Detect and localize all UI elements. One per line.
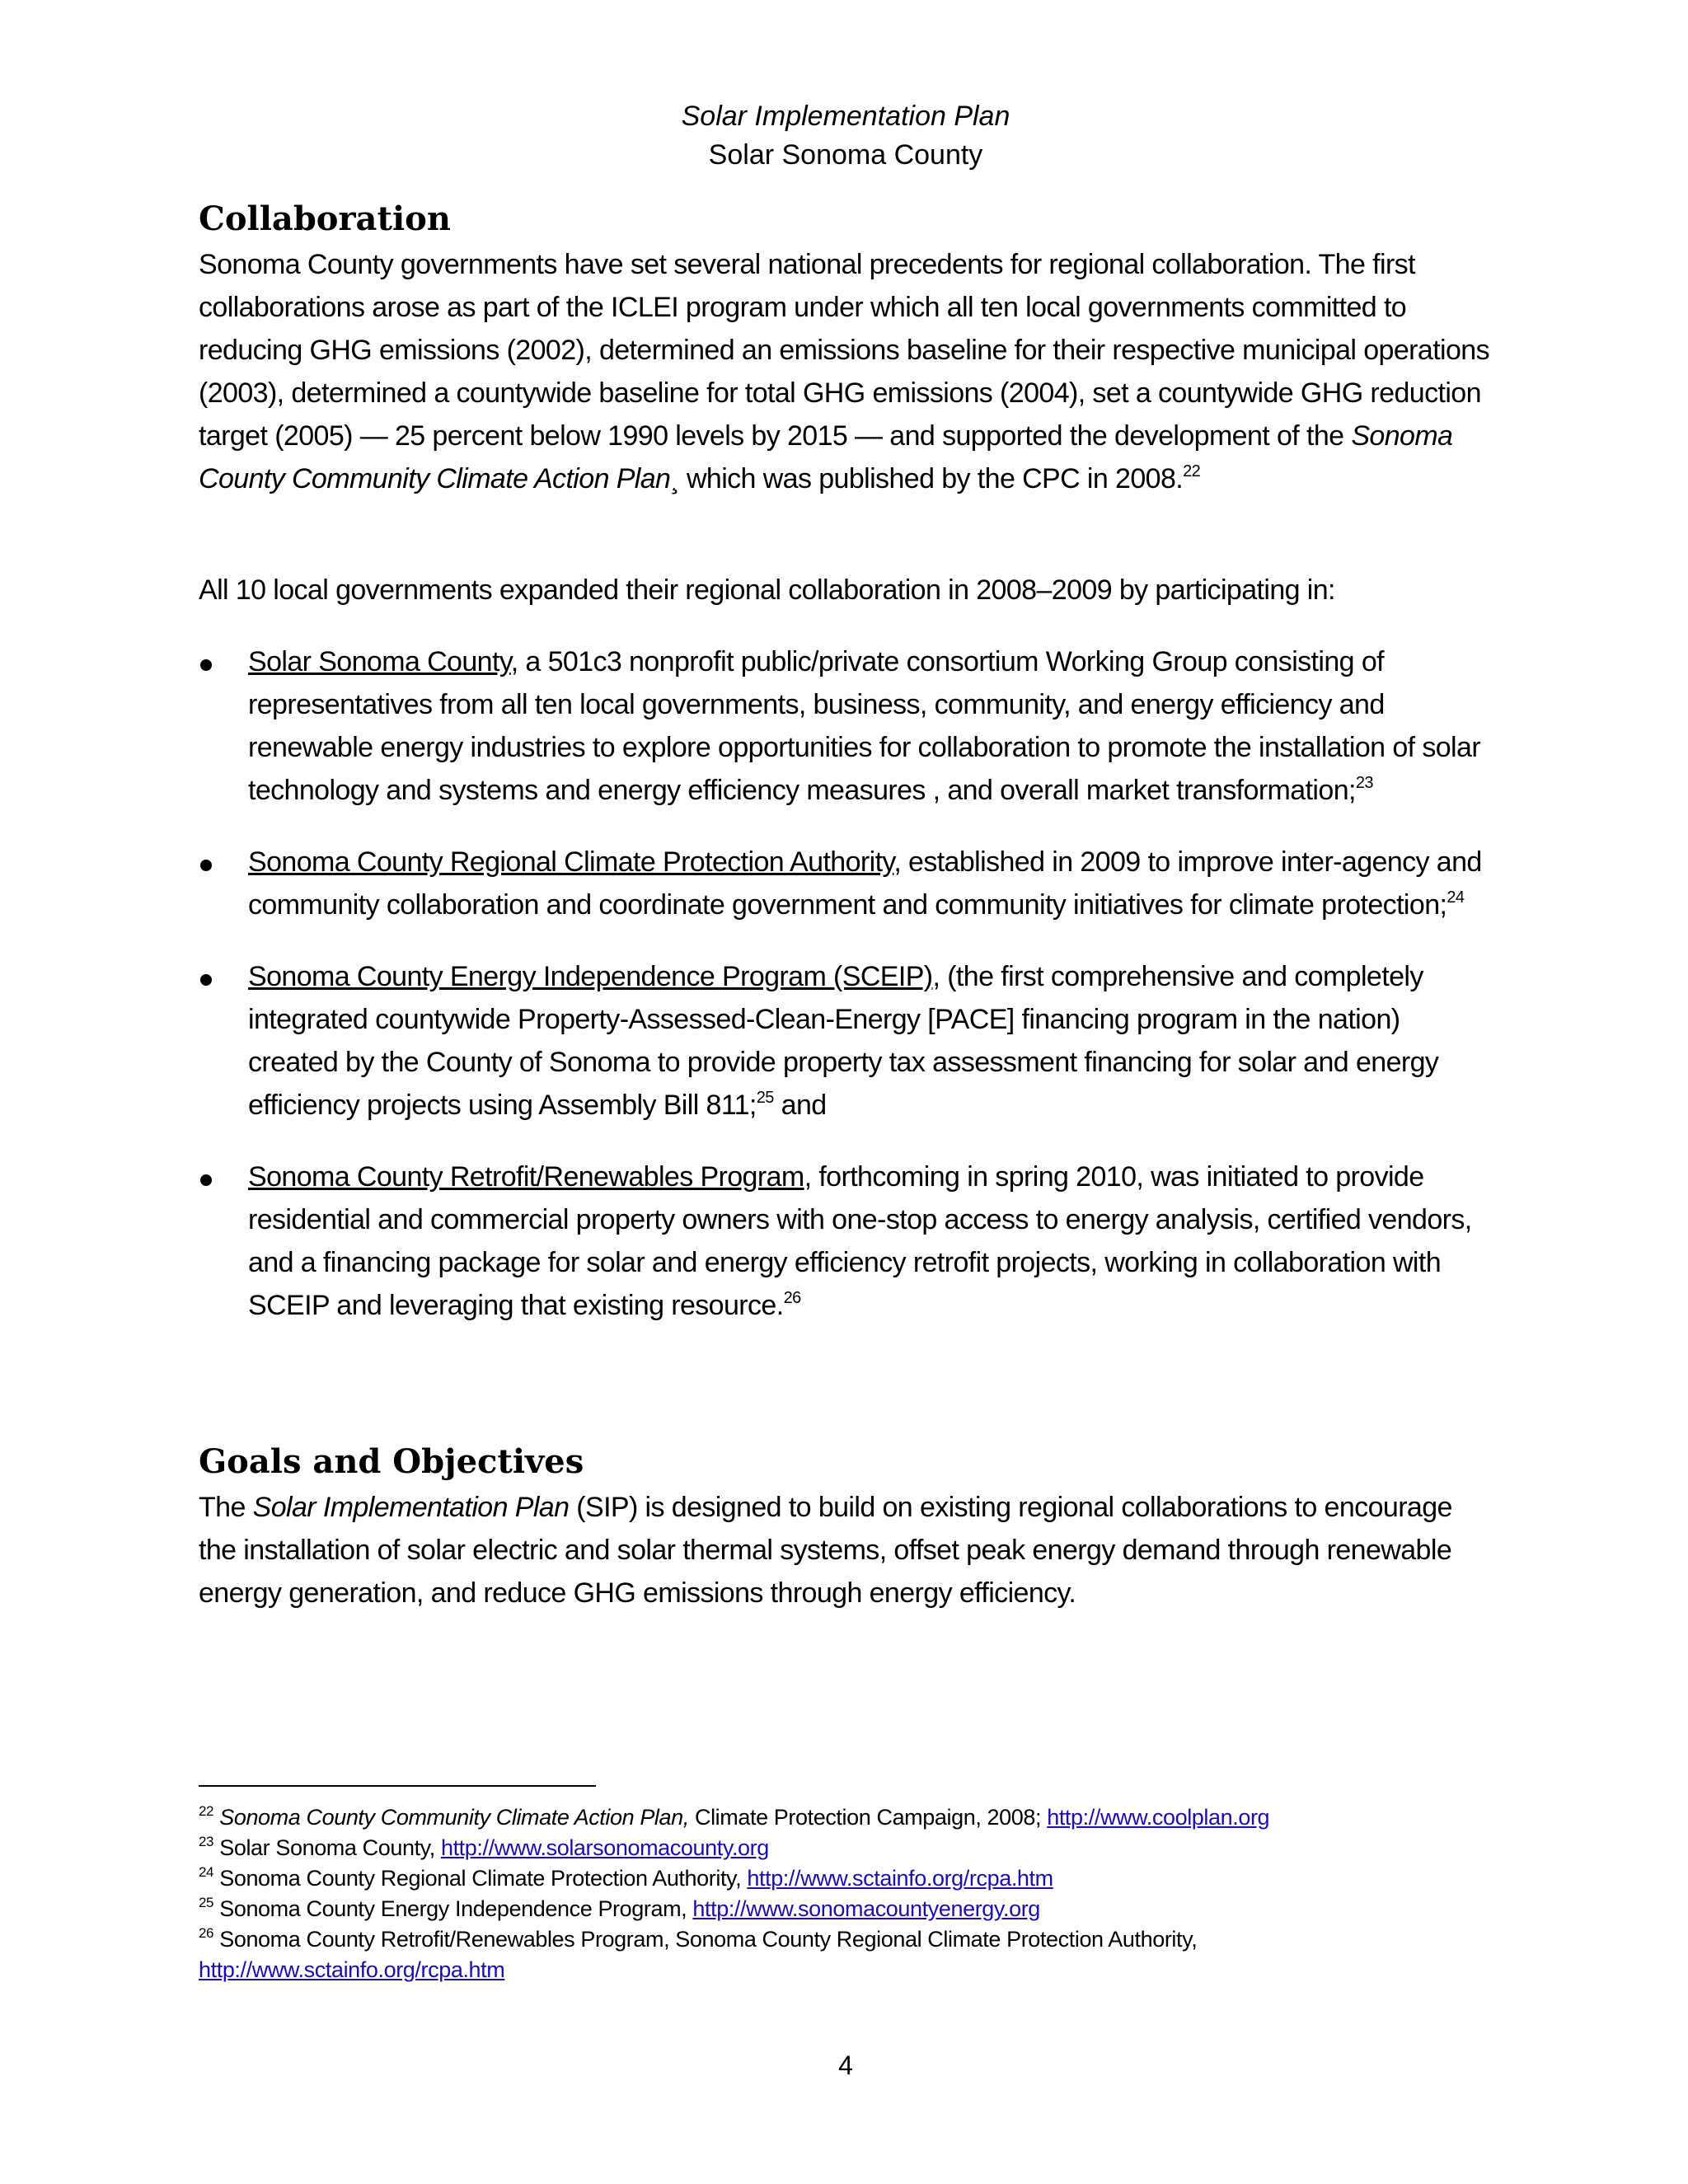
footnote-ref[interactable]: 23: [1355, 773, 1373, 792]
bullet-icon: [200, 659, 212, 671]
footnote-text: Sonoma County Regional Climate Protection Authority,: [219, 1866, 748, 1891]
plan-title-italic: Solar Implementation Plan: [252, 1492, 570, 1523]
document-page: [199, 0, 1493, 2184]
bullet-icon: [200, 860, 212, 871]
footnote-ref[interactable]: 24: [1447, 888, 1465, 907]
header-subtitle: Solar Sonoma County: [708, 139, 983, 171]
list-item: [199, 955, 1493, 1127]
footnote-number: 22: [199, 1803, 214, 1819]
footnote-number: 25: [199, 1895, 214, 1910]
footnote-italic: Sonoma County Community Climate Action Plan,: [219, 1805, 689, 1830]
page-number: 4: [838, 2050, 853, 2080]
footnote-ref[interactable]: 25: [756, 1088, 774, 1107]
footnote-link[interactable]: http://www.sctainfo.org/rcpa.htm: [747, 1866, 1053, 1891]
footnote-link[interactable]: http://www.coolplan.org: [1047, 1805, 1270, 1830]
footnote-link[interactable]: http://www.sctainfo.org/rcpa.htm: [199, 1957, 505, 1982]
list-item-text: , forthcoming in spring 2010, was initiated to provide residential and commercial property owners with one-stop access to energy analysis, certified vendors, and a financing package for solar and energy efficiency retrofit projects, working in collaboration with SCEIP and leveraging that existing resource.: [248, 1161, 1472, 1321]
list-item: [199, 1155, 1493, 1327]
footnote-ref[interactable]: 22: [1183, 462, 1201, 480]
footnote-text: Climate Protection Campaign, 2008;: [688, 1805, 1048, 1830]
list-item: [199, 841, 1493, 926]
bullet-icon: [200, 974, 212, 986]
footnote-number: 24: [199, 1864, 214, 1880]
footnote-link[interactable]: http://www.solarsonomacounty.org: [440, 1835, 769, 1860]
list-item-tail: and: [773, 1090, 827, 1121]
footnote: [199, 1863, 1493, 1894]
footnote: [199, 1833, 1493, 1863]
running-header: [199, 97, 1493, 175]
footnote-number: 23: [199, 1834, 214, 1849]
goals-paragraph: [199, 1486, 1493, 1615]
paragraph-text: Sonoma County governments have set several national precedents for regional collaboration. The first collaborations arose as part of the ICLEI program under which all ten local governments committed to reducing GHG emissions (2002), determined an emissions baseline for their respective municipal operations (2003), determined a countywide baseline for total GHG emissions (2004), set a countywide GHG reduction target (2005) — 25 percent below 1990 levels by 2015 — and supported the development of the: [199, 249, 1490, 452]
footnote-text: Solar Sonoma County,: [219, 1835, 441, 1860]
footnote: [199, 1802, 1493, 1833]
footnote-divider: [199, 1785, 596, 1787]
footnote-number: 26: [199, 1925, 214, 1941]
footnote: [199, 1894, 1493, 1924]
goals-heading: Goals and Objectives: [199, 1442, 584, 1481]
collaboration-paragraph: [199, 243, 1493, 500]
program-link[interactable]: Sonoma County Retrofit/Renewables Program: [248, 1161, 804, 1193]
paragraph-text: The: [199, 1492, 253, 1523]
program-link[interactable]: Sonoma County Regional Climate Protection Authority: [248, 846, 894, 878]
footnotes: [199, 1802, 1493, 1985]
footnote: [199, 1924, 1493, 1985]
collaboration-heading: Collaboration: [199, 199, 451, 238]
list-item-text: , established in 2009 to improve inter-agency and community collaboration and coordinate government and community initiatives for climate protection;: [248, 846, 1482, 921]
header-title: Solar Implementation Plan: [681, 101, 1010, 132]
plan-title-italic: Sonoma County Community Climate Action Plan: [199, 420, 1453, 494]
participation-list: [199, 640, 1493, 1356]
participation-intro: All 10 local governments expanded their regional collaboration in 2008–2009 by participating in:: [199, 574, 1335, 606]
program-link[interactable]: Sonoma County Energy Independence Program (SCEIP): [248, 961, 933, 992]
list-item-text: , a 501c3 nonprofit public/private consortium Working Group consisting of representatives from all ten local governments, business, community, and energy efficiency and renewable energy industries to explore opportunities for collaboration to promote the installation of solar technology and systems and energy efficiency measures , and overall market transformation;: [248, 646, 1481, 806]
footnote-text: Sonoma County Energy Independence Program,: [219, 1896, 693, 1921]
paragraph-text-end: (SIP) is designed to build on existing regional collaborations to encourage the installation of solar electric and solar thermal systems, offset peak energy demand through renewable energy generation, and reduce GHG emissions through energy efficiency.: [199, 1492, 1452, 1609]
paragraph-text-end: ¸ which was published by the CPC in 2008.: [670, 463, 1184, 494]
list-item-text: , (the first comprehensive and completely integrated countywide Property-Assessed-Clean-Energy [PACE] financing program in the nation) created by the County of Sonoma to provide property tax assessment financing for solar and energy efficiency projects using Assembly Bill 811;: [248, 961, 1439, 1121]
footnote-ref[interactable]: 26: [783, 1288, 801, 1307]
footnote-link[interactable]: http://www.sonomacountyenergy.org: [692, 1896, 1040, 1921]
program-link[interactable]: Solar Sonoma County: [248, 646, 511, 677]
footnote-text: Sonoma County Retrofit/Renewables Program, Sonoma County Regional Climate Protection Authority,: [219, 1927, 1198, 1952]
list-item: [199, 640, 1493, 812]
bullet-icon: [200, 1174, 212, 1186]
